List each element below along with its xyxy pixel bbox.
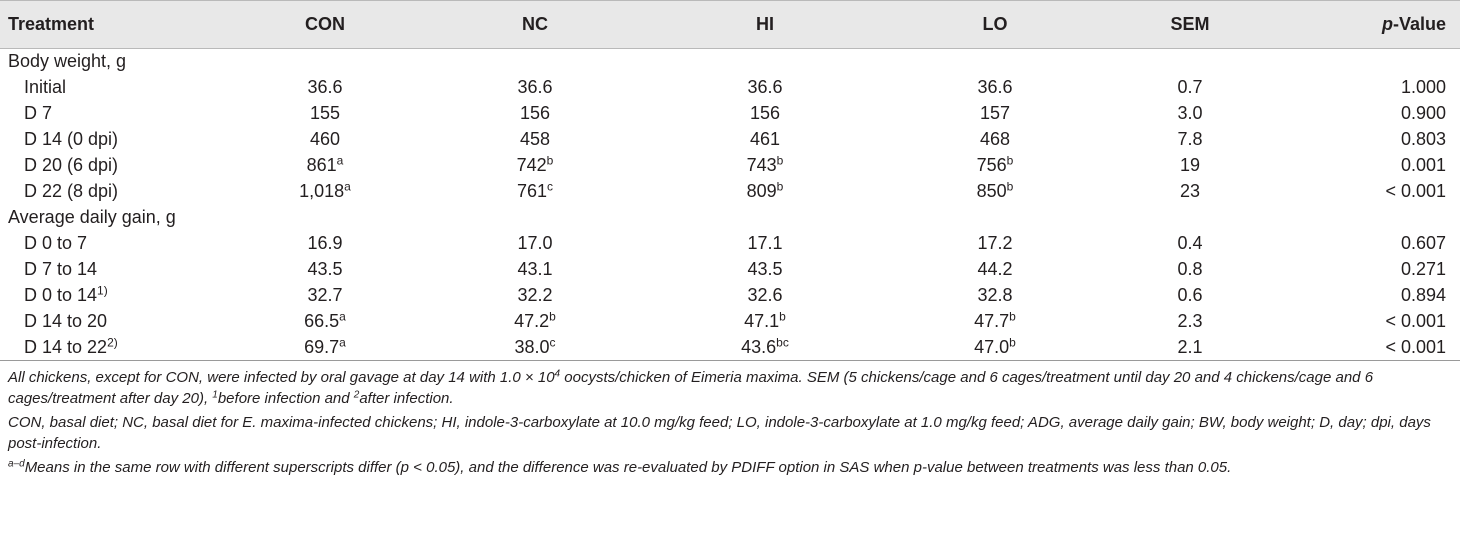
table-row: [0, 153, 1460, 179]
row-label: [0, 179, 230, 205]
table-row: [0, 257, 1460, 283]
empty-cell: [880, 49, 1110, 75]
cell-lo: [880, 257, 1110, 283]
cell-hi-value: 743: [746, 155, 777, 175]
cell-hi: [650, 179, 880, 205]
cell-hi: [650, 335, 880, 361]
header-pvalue-rest: -Value: [1392, 14, 1446, 34]
row-label-text: D 14 (0 dpi): [24, 129, 119, 149]
row-label: [0, 283, 230, 309]
cell-nc: [420, 231, 650, 257]
cell-nc-value: 742: [516, 155, 547, 175]
header-hi: HI: [756, 14, 774, 34]
cell-pvalue: < 0.001: [1385, 336, 1446, 357]
empty-cell: [420, 49, 650, 75]
cell-con-value: 32.7: [307, 285, 343, 305]
row-label-text: D 20 (6 dpi): [24, 155, 119, 175]
cell-hi-value: 43.5: [747, 259, 783, 279]
header-treatment: Treatment: [8, 14, 95, 34]
cell-sem: 23: [1179, 181, 1201, 201]
cell-sem: 0.4: [1177, 233, 1203, 253]
header-row: [0, 1, 1460, 49]
footnote-infection-text-d: after infection.: [359, 390, 454, 407]
row-label: [0, 75, 230, 101]
cell-hi: [650, 75, 880, 101]
table-row: [0, 283, 1460, 309]
cell-sem: 19: [1179, 155, 1201, 175]
footnote-infection-text-c: before infection and: [217, 390, 354, 407]
empty-cell: [1270, 205, 1460, 231]
table-row: [0, 335, 1460, 361]
cell-nc-value: 17.0: [517, 233, 553, 253]
cell-lo-value: 36.6: [977, 77, 1013, 97]
cell-lo-value: 468: [979, 129, 1011, 149]
cell-lo: [880, 335, 1110, 361]
section-title: Average daily gain, g: [8, 207, 176, 227]
cell-lo: [880, 231, 1110, 257]
row-label: [0, 231, 230, 257]
cell-con-value: 43.5: [307, 259, 343, 279]
cell-pvalue: 0.607: [1400, 233, 1446, 253]
cell-hi-superscript: b: [779, 309, 786, 324]
table-row: [0, 231, 1460, 257]
row-label-text: D 0 to 7: [24, 233, 88, 253]
row-label-text: D 14 to 22: [24, 336, 108, 357]
cell-con-value: 1,018: [299, 181, 345, 201]
cell-con-value: 861: [306, 155, 337, 175]
cell-sem: 3.0: [1177, 103, 1203, 123]
empty-cell: [1110, 49, 1270, 75]
cell-nc-value: 458: [519, 129, 551, 149]
cell-con-superscript: a: [336, 153, 344, 168]
cell-lo-value: 157: [979, 103, 1011, 123]
cell-con-value: 460: [309, 129, 341, 149]
cell-con-value: 16.9: [307, 233, 343, 253]
cell-nc-value: 36.6: [517, 77, 553, 97]
header-pvalue-italic: p: [1381, 14, 1393, 34]
footnote-infection: [8, 367, 1452, 409]
empty-cell: [650, 49, 880, 75]
cell-con: [230, 231, 420, 257]
cell-nc-value: 761: [516, 181, 548, 201]
footnote-marker-1: 1: [212, 389, 218, 401]
row-label-text: D 7: [24, 103, 53, 123]
cell-con: [230, 257, 420, 283]
cell-nc: [420, 153, 650, 179]
row-label: [0, 153, 230, 179]
cell-hi-value: 32.6: [747, 285, 783, 305]
cell-lo: [880, 101, 1110, 127]
cell-nc-superscript: b: [549, 309, 556, 324]
cell-nc-value: 43.1: [517, 259, 553, 279]
cell-lo-superscript: b: [1006, 153, 1014, 168]
cell-nc: [420, 257, 650, 283]
row-label: [0, 257, 230, 283]
cell-con: [230, 127, 420, 153]
table-footnotes: [0, 361, 1460, 478]
empty-cell: [1110, 205, 1270, 231]
table-row: [0, 101, 1460, 127]
footnote-exponent: 4: [554, 368, 561, 380]
table-row: [0, 179, 1460, 205]
cell-con: [230, 309, 420, 335]
cell-hi-superscript: b: [776, 153, 784, 168]
row-label: [0, 309, 230, 335]
cell-con-superscript: a: [339, 309, 346, 324]
cell-lo: [880, 127, 1110, 153]
cell-hi: [650, 127, 880, 153]
cell-lo-value: 756: [976, 155, 1007, 175]
row-label-text: D 7 to 14: [24, 259, 98, 279]
cell-lo-superscript: b: [1006, 179, 1014, 194]
cell-nc: [420, 283, 650, 309]
cell-nc-superscript: c: [549, 335, 556, 350]
cell-hi-value: 47.1: [744, 311, 780, 331]
cell-pvalue: 0.900: [1400, 103, 1446, 123]
cell-lo: [880, 75, 1110, 101]
row-label: [0, 335, 230, 361]
row-label: [0, 127, 230, 153]
cell-lo-value: 44.2: [977, 259, 1013, 279]
cell-nc: [420, 309, 650, 335]
section-title: Body weight, g: [8, 51, 127, 72]
cell-nc: [420, 101, 650, 127]
cell-sem: 2.1: [1177, 336, 1203, 357]
footnote-marker-ad: a–d: [8, 458, 25, 470]
table-row: [0, 75, 1460, 101]
footnote-superscripts-text: Means in the same row with different superscripts differ (p < 0.05), and the difference was re-evaluated by PDIFF option in SAS when p-value between treatments was less than 0.05.: [24, 459, 1232, 476]
cell-nc: [420, 127, 650, 153]
empty-cell: [880, 205, 1110, 231]
cell-sem: 0.8: [1177, 259, 1203, 279]
cell-con: [230, 335, 420, 361]
footnote-infection-text-a: All chickens, except for CON, were infected by oral gavage at day 14 with 1.0 × 10: [8, 369, 555, 386]
cell-con: [230, 75, 420, 101]
cell-con-value: 66.5: [304, 311, 340, 331]
cell-hi: [650, 153, 880, 179]
cell-pvalue: 0.803: [1400, 129, 1446, 149]
cell-hi-value: 809: [746, 181, 777, 201]
cell-pvalue: 1.000: [1400, 77, 1446, 97]
cell-hi: [650, 309, 880, 335]
cell-hi-value: 36.6: [747, 77, 783, 97]
cell-con: [230, 101, 420, 127]
section-row: [0, 49, 1460, 75]
cell-sem: 0.7: [1177, 77, 1203, 97]
cell-pvalue: 0.001: [1400, 155, 1446, 175]
cell-pvalue: < 0.001: [1385, 311, 1446, 331]
cell-con-value: 69.7: [304, 336, 340, 357]
header-nc: NC: [522, 14, 548, 34]
table-body: [0, 49, 1460, 361]
cell-con-value: 36.6: [307, 77, 343, 97]
cell-pvalue: 0.894: [1400, 285, 1446, 305]
cell-hi: [650, 257, 880, 283]
cell-hi-value: 156: [749, 103, 781, 123]
footnote-superscripts: [8, 457, 1452, 478]
cell-hi-value: 43.6: [741, 336, 777, 357]
row-label-footnote-marker: 1): [97, 283, 108, 298]
footnote-abbreviations: CON, basal diet; NC, basal diet for E. maxima-infected chickens; HI, indole-3-carboxylate at 10.0 mg/kg feed; LO, indole-3-carboxylate at 1.0 mg/kg feed; ADG, average daily gain; BW, body weight; D, day; dpi, days post-infection.: [8, 414, 1431, 452]
cell-hi-superscript: bc: [776, 335, 789, 350]
cell-pvalue: < 0.001: [1385, 181, 1446, 201]
cell-lo-superscript: b: [1009, 309, 1016, 324]
footnote-marker-2: 2: [353, 389, 360, 401]
cell-con-value: 155: [309, 103, 341, 123]
cell-hi-value: 17.1: [747, 233, 783, 253]
cell-lo-value: 47.7: [974, 311, 1010, 331]
row-label: [0, 101, 230, 127]
cell-con: [230, 153, 420, 179]
cell-nc-value: 47.2: [514, 311, 550, 331]
empty-cell: [650, 205, 880, 231]
cell-lo: [880, 179, 1110, 205]
cell-nc-value: 32.2: [517, 285, 553, 305]
footnote-infection-text-b: oocysts/chicken of Eimeria maxima. SEM (5 chickens/cage and 6 cages/treatment until day 20 and 4 chickens/cage and 6 cages/treatment after day 20),: [8, 369, 1374, 407]
cell-lo-value: 17.2: [977, 233, 1013, 253]
cell-con: [230, 283, 420, 309]
header-lo: LO: [982, 14, 1008, 34]
cell-nc-superscript: b: [546, 153, 554, 168]
empty-cell: [1270, 49, 1460, 75]
cell-hi: [650, 231, 880, 257]
cell-con-superscript: a: [339, 335, 346, 350]
section-row: [0, 205, 1460, 231]
cell-con-superscript: a: [344, 179, 351, 194]
cell-sem: 7.8: [1177, 129, 1203, 149]
empty-cell: [230, 205, 420, 231]
cell-hi-superscript: b: [776, 179, 784, 194]
empty-cell: [420, 205, 650, 231]
cell-lo: [880, 283, 1110, 309]
cell-hi: [650, 101, 880, 127]
cell-sem: 0.6: [1177, 285, 1203, 305]
empty-cell: [230, 49, 420, 75]
cell-nc: [420, 179, 650, 205]
row-label-text: Initial: [24, 77, 67, 97]
cell-con: [230, 179, 420, 205]
cell-nc-superscript: c: [547, 179, 554, 194]
cell-lo-superscript: b: [1009, 335, 1016, 350]
table-row: [0, 309, 1460, 335]
cell-hi: [650, 283, 880, 309]
cell-lo-value: 850: [976, 181, 1007, 201]
row-label-text: D 14 to 20: [24, 311, 108, 331]
table-row: [0, 127, 1460, 153]
cell-lo: [880, 309, 1110, 335]
cell-nc-value: 38.0: [514, 336, 550, 357]
cell-lo: [880, 153, 1110, 179]
row-label-text: D 0 to 14: [24, 285, 98, 305]
cell-hi-value: 461: [749, 129, 781, 149]
header-sem: SEM: [1170, 14, 1210, 34]
cell-sem: 2.3: [1177, 311, 1203, 331]
cell-nc-value: 156: [519, 103, 551, 123]
cell-nc: [420, 75, 650, 101]
cell-lo-value: 47.0: [974, 336, 1010, 357]
cell-nc: [420, 335, 650, 361]
cell-lo-value: 32.8: [977, 285, 1013, 305]
row-label-text: D 22 (8 dpi): [24, 181, 119, 201]
row-label-footnote-marker: 2): [107, 335, 118, 350]
header-con: CON: [305, 14, 345, 34]
cell-pvalue: 0.271: [1400, 259, 1446, 279]
header-pvalue: [1270, 1, 1460, 49]
